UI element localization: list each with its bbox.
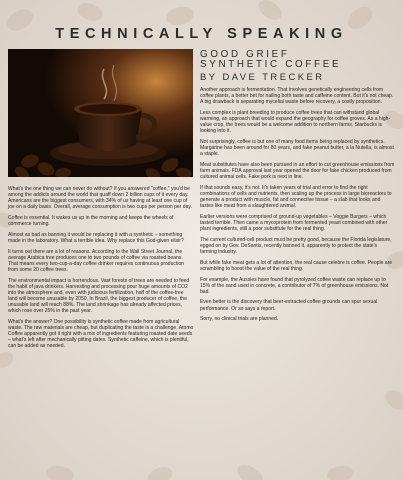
paragraph: Almost as bad as banning it would be replacing it with a synthetic – something made in the laboratory. What a terrible idea. Why replace this God-given elixir?: [8, 231, 184, 244]
right-article-column: [200, 87, 395, 327]
paragraph: But while fake meat gets a lot of attention, the real cause celebre is coffee. People are scrambling to boost the value of the real thing.: [200, 259, 393, 272]
paragraph: Not surprisingly, coffee is but one of many food items being replaced by synthetics. Margarine has been around for 80 years, and fake peanut butter, a la Nutella, is almost a staple.: [200, 138, 394, 158]
headline-line-2: SYNTHETIC COFFEE: [200, 59, 342, 71]
paragraph: Coffee is essential. It wakes us up in the morning and keeps the wheels of commerce turning.: [8, 214, 174, 228]
byline: BY DAVE TRECKER: [200, 71, 325, 82]
left-article-column: [8, 186, 194, 354]
paragraph: Another approach is fermentation. That involves genetically engineering cells from coffee plants, a better bet for nailing both taste and caffeine content. But it's not cheap. A big drawback is separating mycelial waste before recovery, a costly proposition.: [200, 87, 394, 106]
paragraph: Less complex is plant breeding to produce coffee trees that can withstand global warming, an approach that would expand the geography for coffee groves. As a high-value crop, the trees would be a welcome addition to northern farms. Starbucks is looking into it.: [200, 109, 391, 135]
coffee-cup-photo: [8, 49, 193, 177]
coffee-cup-illustration: [8, 49, 193, 177]
paragraph: For example, the Aussies have found that pyrolyzed coffee waste can replace up to 15% of the sand used in concrete, a contributor of 7% of greenhouse emissions. Not bad.: [200, 276, 389, 295]
paragraph: Meat substitutes have also been pursued in an effort to cut greenhouse emissions from farm animals. FDA approval last year opened the door for fake chicken produced from cultured animal cells. Fake pork is next in line.: [200, 161, 395, 180]
headline-line-1: GOOD GRIEF: [200, 49, 290, 60]
paragraph: The environmental impact is horrendous. Vast forests of trees are needed to feed the habit of java drinkers. Harvesting and processing pour huge amounts of CO2 into the atmosphere and, even with judicious fertilization, half of the coffee-tree land will become unusable by 2050. In Brazil, the biggest producer of coffee, the unusable land will reach 88%. The land shrinkage has already affected prices, which rose over 25% in the past year.: [8, 277, 190, 314]
paragraph: The current cultured-cell product must be pretty good, because the Florida legislature, egged on by Gov. DeSantis, recently banned it, apparently to protect the state's farming industry.: [200, 236, 392, 255]
paragraph: What's the one thing we can never do without? If you answered "coffee," you'd be among the addicts around the world that quaff down 2 billion cups of it every day. Americans are the biggest consumers, with 34% of us having at least one cup of joe on a daily basis. Overall, average consumption is two cups per person per day.: [8, 186, 192, 211]
paragraph: If that sounds easy, it's not. It's taken years of trial and error to find the right combinations of cells and nutrients, then scaling up the process in large bioreactors to generate a product with muscle, fat and connective tissue – a slab that looks and tastes like meat from a slaughtered animal.: [200, 184, 392, 209]
section-title: TECHNICALLY SPEAKING: [55, 26, 348, 42]
paragraph: What's the answer? One possibility is synthetic coffee made from agricultural waste. The raw materials are cheap, but duplicating the taste is a challenge. Atomo Coffee apparently got it right with a mix of ingredients featuring roasted date seeds – what's left after mechanically pitting dates. Synthetic caffeine, which is plentiful, can be added as needed.: [8, 318, 194, 350]
paragraph: Even better is the discovery that beer-extracted coffee grounds can spur sexual performance. Or so says a report.: [200, 299, 378, 312]
paragraph: It turns out there are a lot of reasons. According to the Wall Street Journal, the average Arabica tree produces one to two pounds of coffee via roasted beans. That means every two-cup-a-day coffee drinker requires continuous production from some 20 coffee trees.: [8, 248, 185, 273]
paragraph: Earlier versions were comprised of ground-up vegetables – Veggie Burgers – which tasted terrible. Then came a mycoprotein from fermented yeast combined with other plant ingredients, still a poor substitute for the real thing.: [200, 213, 388, 232]
headline: [200, 50, 395, 70]
paragraph: Sorry, no clinical trials are planned.: [200, 316, 279, 323]
